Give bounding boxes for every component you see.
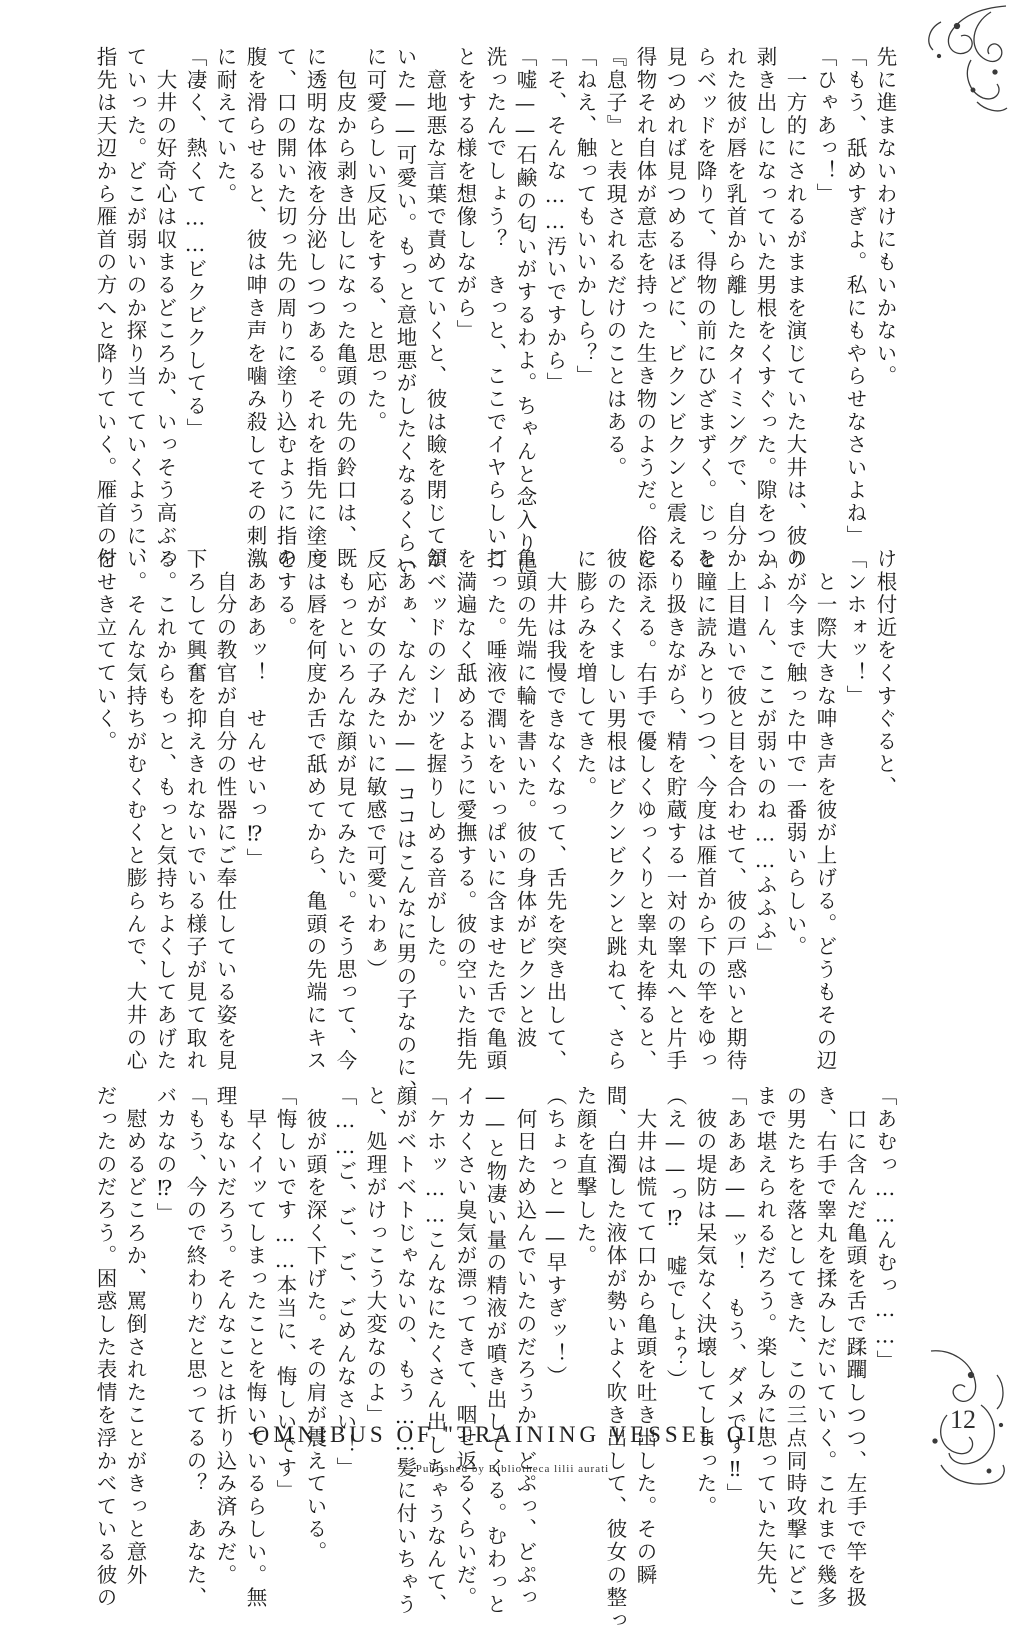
text-line: 顔がベトベトじゃないの、もう……髪に付いちゃう	[393, 1085, 417, 1617]
text-line: 腹を滑らせると、彼は呻き声を噛み殺してその刺激	[243, 46, 267, 571]
text-line: 間、白濁した液体が勢いよく吹き出して、彼女の整っ	[603, 1085, 627, 1632]
text-line: イカくさい臭気が漂ってきて、咽せ返るくらいだ。	[453, 1085, 477, 1610]
text-line: に透明な体液を分泌しつつある。それを指先に塗っ	[303, 46, 327, 571]
flourish-ornament-top	[911, 2, 1011, 120]
text-line: 剥き出しになっていた男根をくすぐった。隙をつか	[753, 46, 777, 571]
text-line: （え——っ⁉ 嘘でしょ？）	[663, 1085, 687, 1392]
text-line: だったのだろう。困惑した表情を浮かべている彼の	[93, 1085, 117, 1610]
text-line: る。これからもっと、もっと気持ちよくしてあげた	[153, 548, 177, 1073]
text-line: 「……ご、ご、ご、ごめんなさい！」	[333, 1085, 357, 1480]
text-line: 度は唇を何度か舌で舐めてから、亀頭の先端にキス	[303, 548, 327, 1073]
text-line: 『息子』と表現されるだけのことはある。	[603, 46, 627, 480]
text-line: 「もう、今ので終わりだと思ってるの？ あなた、	[183, 1085, 207, 1610]
text-line: 何日ため込んでいたのだろうか、どぷっ、どぷっ	[513, 1085, 537, 1610]
text-line: いた——可愛い。もっと意地悪がしたくなるくらい	[393, 46, 417, 578]
text-line: 先に進まないわけにもいかない。	[873, 46, 897, 388]
text-line: 「凄く、熱くて……ビクビクしてる」	[183, 46, 207, 441]
text-line: 彼の堤防は呆気なく決壊してしまった。	[693, 1085, 717, 1519]
page-number: 12	[950, 1405, 976, 1434]
text-line: と一際大きな呻き声を彼が上げる。どうもその辺	[813, 548, 837, 1073]
footer-title: OMNIBUS OF "TRAINING VESSEL OI"	[252, 1422, 773, 1447]
text-line: 亀頭の先端に輪を書いた。彼の身体がビクンと波	[513, 548, 537, 1050]
text-line: に耐えていた。	[213, 46, 237, 206]
text-line: 得物それ自体が意志を持った生き物のようだ。俗に	[633, 46, 657, 571]
text-line: くり扱きながら、精を貯蔵する一対の睾丸へと片手	[663, 548, 687, 1073]
text-line: て、口の開いた切っ先の周りに塗り込むように指の	[273, 46, 297, 571]
text-line: 「もう、舐めすぎよ。私にもやらせなさいよね」	[843, 46, 867, 548]
text-line: 自分の教官が自分の性器にご奉仕している姿を見	[213, 548, 237, 1073]
text-line: 「嘘——石鹸の匂いがするわよ。ちゃんと念入りに	[513, 46, 537, 578]
text-line: 指先は天辺から雁首の方へと降りていく。雁首の付	[93, 46, 117, 571]
text-line: 口に含んだ亀頭を舌で蹂躙しつつ、左手で竿を扱	[843, 1085, 867, 1610]
text-line: 一方的にされるがままを演じていた大井は、彼の	[783, 46, 807, 571]
text-line: 「あああ——ッ！ もう、ダメです‼」	[723, 1085, 747, 1506]
text-line: 理もないだろう。そんなことは折り込み済みだ。	[213, 1085, 237, 1587]
text-line: まで堪えられるだろう。楽しみに思っていた矢先、	[753, 1085, 777, 1610]
text-line: りが今まで触った中で一番弱いらしい。	[783, 548, 807, 959]
text-line: 上目遣いで彼と目を合わせて、彼の戸惑いと期待	[723, 548, 747, 1073]
text-line: を満遍なく舐めるように愛撫する。彼の空いた指先	[453, 548, 477, 1073]
text-line: とをする様を想像しながら」	[453, 46, 477, 343]
text-line: に可愛らしい反応をする、と思った。	[363, 46, 387, 434]
text-line: 洗ったんでしょう？ きっと、ここでイヤらしいこ	[483, 46, 507, 571]
text-line: 見つめれば見つめるほどに、ビクンビクンと震える	[663, 46, 687, 571]
text-line: 慰めるどころか、罵倒されたことがきっと意外	[123, 1085, 147, 1587]
text-line: がベッドのシーツを握りしめる音がした。	[423, 548, 447, 982]
text-line: た顔を直撃した。	[573, 1085, 597, 1268]
text-line: を添える。右手で優しくゆっくりと睾丸を捧ると、	[633, 548, 657, 1073]
text-line: 大井の好奇心は収まるどころか、いっそう高ぶっ	[153, 46, 177, 571]
text-line: ていった。どこが弱いのか探り当てていくように、	[123, 46, 147, 571]
text-line: け根付近をくすぐると、	[873, 548, 897, 799]
text-line: と、処理がけっこう大変なのよ」	[363, 1085, 387, 1427]
text-block-middle	[85, 548, 897, 1103]
text-line: 「ふーん、ここが弱いのね……ふふふ」	[753, 548, 777, 966]
text-line: い。そんな気持ちがむくむくと膨らんで、大井の心	[123, 548, 147, 1073]
text-line: 彼のたくましい男根はビクンビクンと跳ねて、さら	[603, 548, 627, 1073]
text-line: 「そ、そんな……汚いですから」	[543, 46, 567, 395]
text-line: を瞳に読みとりつつ、今度は雁首から下の竿をゆっ	[693, 548, 717, 1073]
footer-publisher: Published by Bibliotheca lilii aurati	[415, 1463, 610, 1475]
text-line: 「ねえ、触ってもいいかしら？」	[573, 46, 597, 388]
text-line: もっといろんな顔が見てみたい。そう思って、今	[333, 548, 357, 1073]
text-line: らベッドを降りて、得物の前にひざまずく。じっと	[693, 46, 717, 571]
text-line: の男たちを落としてきた、この三点同時攻撃にどこ	[783, 1085, 807, 1610]
text-line: 「あああッ！ せんせいっ⁉」	[243, 548, 267, 871]
text-line: 「ンホォッ！」	[843, 548, 867, 708]
text-line: バカなの⁉」	[153, 1085, 177, 1226]
text-line: ——と物凄い量の精液が噴き出してくる。むわっと	[483, 1085, 507, 1617]
text-line: 大井は慌てて口から亀頭を吐き出した。その瞬	[633, 1085, 657, 1587]
text-line: をする。	[273, 548, 297, 640]
text-line: 「悔しいです……本当に、悔しいです」	[273, 1085, 297, 1503]
text-line: 「ひゃあっ！」	[813, 46, 837, 206]
text-line: 早くイッてしまったことを悔いているらしい。無	[243, 1085, 267, 1610]
text-line: 包皮から剥き出しになった亀頭の先の鈴口は、既	[333, 46, 357, 571]
text-line: 意地悪な言葉で責めていくと、彼は瞼を閉じて頷	[423, 46, 447, 571]
text-line: （ちょっと——早すぎッ！）	[543, 1085, 567, 1389]
text-line: 反応が女の子みたいに敏感で可愛いわぁ）	[363, 548, 387, 982]
text-line: 打った。唾液で潤いをいっぱいに含ませた舌で亀頭	[483, 548, 507, 1073]
text-line: 大井は我慢できなくなって、舌先を突き出して、	[543, 548, 567, 1073]
text-line: （あぁ、なんだか——ココはこんなに男の子なのに、	[393, 548, 417, 1103]
text-line: をせき立てていく。	[93, 548, 117, 754]
text-line: 「あむっ……んむっ……」	[873, 1085, 897, 1373]
text-line: き、右手で睾丸を揉みしだいていく。これまで幾多	[813, 1085, 837, 1610]
text-line: 下ろして興奮を抑えきれないでいる様子が見て取れ	[183, 548, 207, 1073]
text-line: れた彼が唇を乳首から離したタイミングで、自分か	[723, 46, 747, 571]
text-line: に膨らみを増してきた。	[573, 548, 597, 799]
text-block-top	[85, 46, 897, 578]
text-line: 彼が頭を深く下げた。その肩が震えている。	[303, 1085, 327, 1564]
text-line: 「ケホッ……こんなにたくさん出しちゃうなんて、	[423, 1085, 447, 1617]
